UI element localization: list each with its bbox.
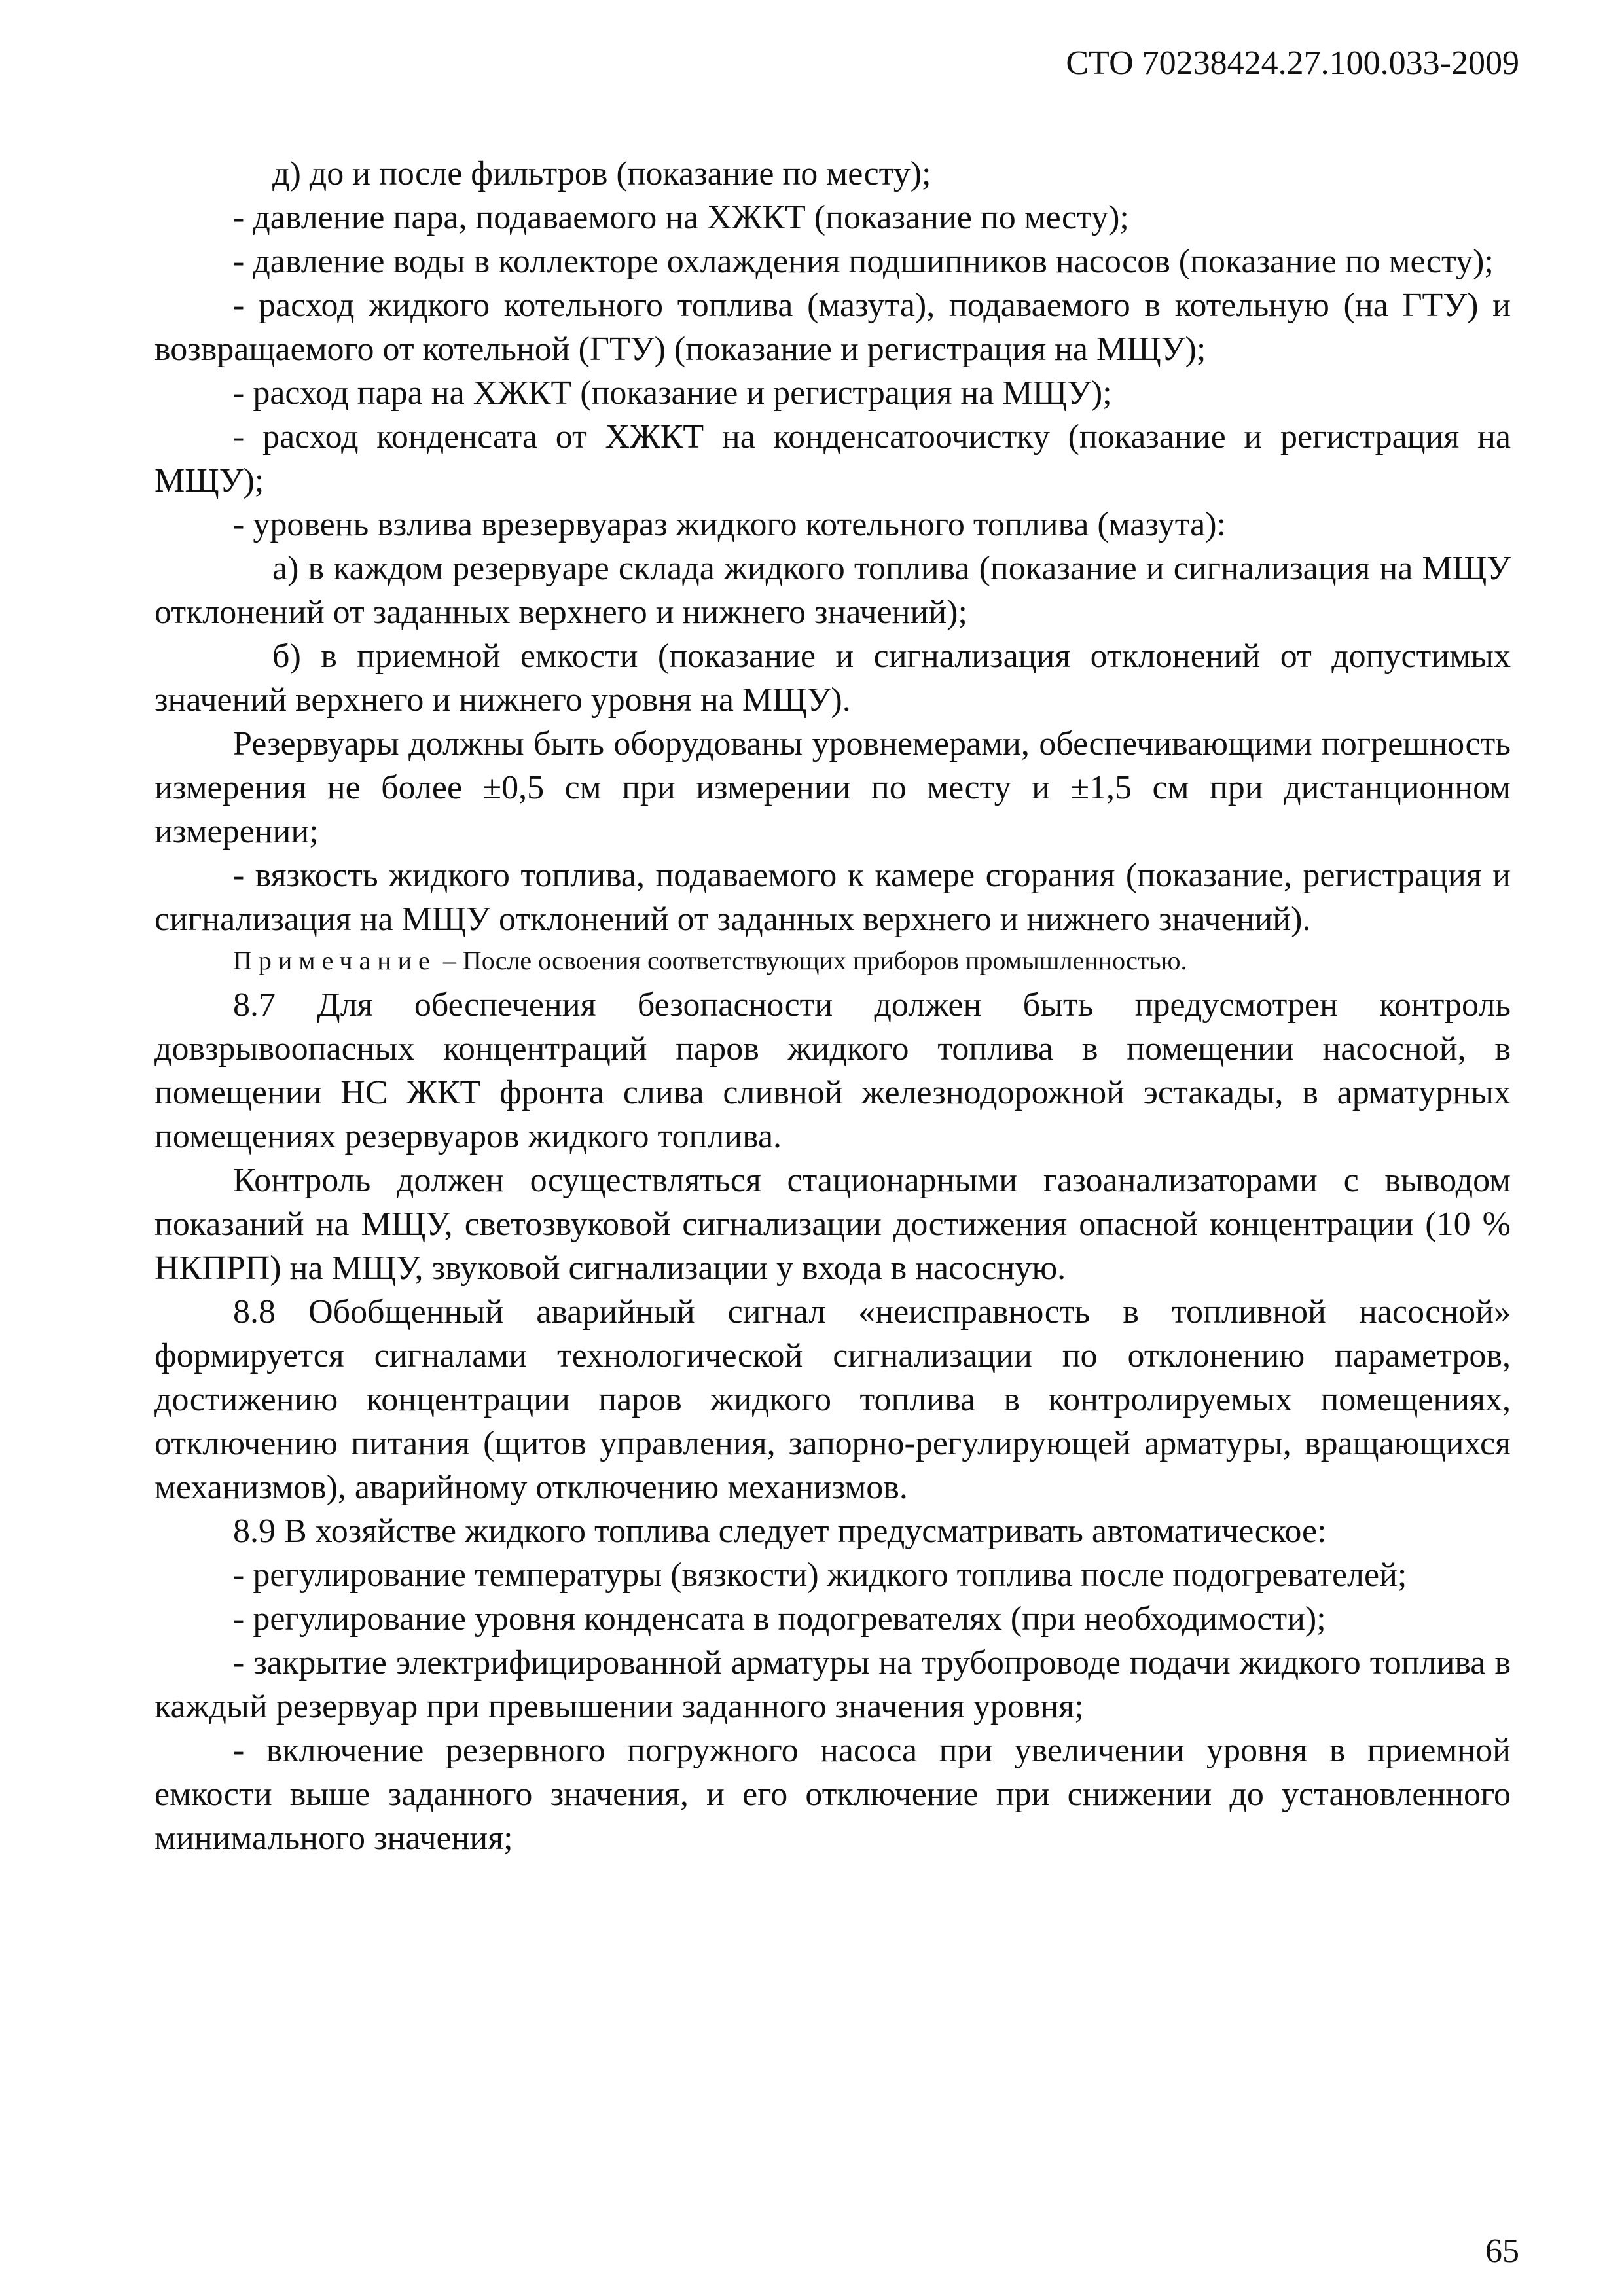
paragraph-pump-switching: - включение резервного погружного насоса при увеличении уровня в приемной емкости выше заданного значения, и его отключение при снижении до установленного минимального значения; xyxy=(154,1732,1511,1857)
paragraph-fuel-flow: - расход жидкого котельного топлива (мазута), подаваемого в котельную (на ГТУ) и возвращаемого от котельной (ГТУ) (показание и регистрация на МЩУ); xyxy=(154,287,1511,368)
paragraph-level-gauges: Резервуары должны быть оборудованы уровнемерами, обеспечивающими погрешность измерения не более ±0,5 см при измерении по месту и ±1,5 см при дистанционном измерении; xyxy=(154,725,1511,850)
paragraph-condensate-flow: - расход конденсата от ХЖКТ на конденсатоочистку (показание и регистрация на МЩУ); xyxy=(154,418,1511,499)
paragraph-subitem-b: б) в приемной емкости (показание и сигнализация отклонений от допустимых значений верхнего и нижнего уровня на МЩУ). xyxy=(154,637,1511,719)
document-code-header: СТО 70238424.27.100.033-2009 xyxy=(1066,45,1519,82)
paragraph-subitem-a: а) в каждом резервуаре склада жидкого топлива (показание и сигнализация на МЩУ отклонений от заданных верхнего и нижнего значений); xyxy=(154,550,1511,631)
paragraph-tank-level: - уровень взлива врезервуараз жидкого котельного топлива (мазута): xyxy=(233,506,1227,543)
paragraph-section-8-8: 8.8 Обобщенный аварийный сигнал «неисправность в топливной насосной» формируется сигналами технологической сигнализации по отклонению параметров, достижению концентрации паров жидкого топлива в контролируемых помещениях, отключению питания (щитов управления, запорно-регулирующей арматуры, вращающихся механизмов), аварийному отключению механизмов. xyxy=(154,1293,1511,1506)
paragraph-steam-pressure: - давление пара, подаваемого на ХЖКТ (показание по месту); xyxy=(233,199,1129,236)
paragraph-viscosity: - вязкость жидкого топлива, подаваемого к камере сгорания (показание, регистрация и сигнализация на МЩУ отклонений от заданных верхнего и нижнего значений). xyxy=(154,857,1511,938)
paragraph-water-pressure: - давление воды в коллекторе охлаждения подшипников насосов (показание по месту); xyxy=(233,243,1494,280)
paragraph-steam-flow: - расход пара на ХЖКТ (показание и регистрация на МЩУ); xyxy=(233,374,1112,412)
body-text xyxy=(154,152,1511,1860)
paragraph-gas-analyzers: Контроль должен осуществляться стационарными газоанализаторами с выводом показаний на МЩУ, светозвуковой сигнализации достижения опасной концентрации (10 % НКПРП) на МЩУ, звуковой сигнализации у входа в насосную. xyxy=(154,1162,1511,1287)
note xyxy=(154,944,1511,978)
note-text: – После освоения соответствующих приборов промышленностью. xyxy=(442,946,1187,975)
paragraph-section-8-7: 8.7 Для обеспечения безопасности должен быть предусмотрен контроль довзрывоопасных концентраций паров жидкого топлива в помещении насосной, в помещении НС ЖКТ фронта слива сливной железнодорожной эстакады, в арматурных помещениях резервуаров жидкого топлива. xyxy=(154,986,1511,1155)
paragraph-filters: д) до и после фильтров (показание по месту); xyxy=(272,155,931,192)
paragraph-section-8-9: 8.9 В хозяйстве жидкого топлива следует предусматривать автоматическое: xyxy=(233,1513,1327,1550)
paragraph-temperature-control: - регулирование температуры (вязкости) жидкого топлива после подогревателей; xyxy=(233,1556,1407,1594)
page-number: 65 xyxy=(1485,2233,1519,2270)
paragraph-valve-closing: - закрытие электрифицированной арматуры на трубопроводе подачи жидкого топлива в каждый резервуар при превышении заданного значения уровня; xyxy=(154,1644,1511,1725)
note-label: Примечание xyxy=(233,946,437,975)
paragraph-condensate-level: - регулирование уровня конденсата в подогревателях (при необходимости); xyxy=(233,1600,1326,1638)
